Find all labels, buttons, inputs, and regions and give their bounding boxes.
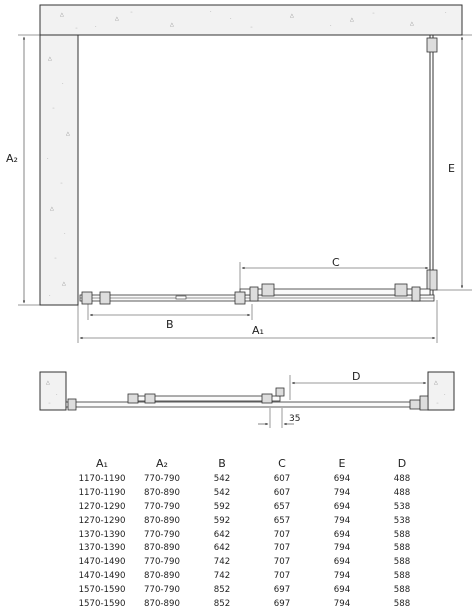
cell: 707 [273,543,291,554]
cell: 1370-1390 [78,529,126,540]
detail-left-wall [40,372,66,410]
cell: 1370-1390 [78,543,126,554]
table-row [72,472,432,486]
cell: 538 [393,515,411,526]
svg-text:△: △ [410,21,414,27]
cell: 694 [333,501,351,512]
cell: 694 [333,473,351,484]
svg-text:·: · [230,16,232,22]
svg-text:△: △ [66,131,70,137]
label-c: C [332,256,340,269]
label-e: E [448,162,455,175]
cell: 852 [213,598,231,609]
cell: 697 [273,585,291,596]
cell: 1570-1590 [78,598,126,609]
cell: 870-890 [144,543,180,554]
cell: 1470-1490 [78,571,126,582]
cell: 642 [213,543,231,554]
svg-text:◦: ◦ [60,181,63,187]
cell: 657 [273,515,291,526]
cell: 592 [213,515,231,526]
spec-table [72,454,432,611]
svg-text:△: △ [170,22,174,28]
cell: 870-890 [144,571,180,582]
cell: 538 [393,501,411,512]
svg-text:△: △ [434,380,438,386]
svg-text:◦: ◦ [372,11,375,17]
label-35: 35 [289,414,301,424]
cell: 1270-1290 [78,515,126,526]
cell: 870-890 [144,515,180,526]
header-b: B [218,456,226,470]
svg-text:·: · [62,81,64,87]
svg-text:◦: ◦ [250,25,253,31]
svg-text:△: △ [290,13,294,19]
cell: 770-790 [144,529,180,540]
spec-header-row [72,454,432,472]
cell: 794 [333,515,351,526]
cell: 694 [333,585,351,596]
svg-text:·: · [444,392,446,398]
cell: 694 [333,557,351,568]
cell: 588 [393,598,411,609]
table-row [72,569,432,583]
label-d: D [352,370,361,383]
svg-text:△: △ [62,281,66,287]
cell: 697 [273,598,291,609]
svg-text:△: △ [48,56,52,62]
cell: 588 [393,543,411,554]
cell: 870-890 [144,487,180,498]
table-row [72,514,432,528]
svg-text:◦: ◦ [130,10,133,16]
cell: 588 [393,571,411,582]
table-row [72,500,432,514]
header-e: E [338,456,346,470]
cell: 707 [273,529,291,540]
cell: 1270-1290 [78,501,126,512]
cell: 588 [393,529,411,540]
svg-text:·: · [64,231,66,237]
cell: 770-790 [144,473,180,484]
svg-text:·: · [445,10,447,16]
table-row [72,597,432,611]
svg-text:△: △ [115,16,119,22]
svg-text:·: · [49,293,51,299]
cell: 607 [273,473,291,484]
cell: 642 [213,529,231,540]
cell: 852 [213,585,231,596]
cell: 657 [273,501,291,512]
cell: 794 [333,487,351,498]
cell: 1470-1490 [78,557,126,568]
cell: 1170-1190 [78,487,126,498]
cell: 542 [213,473,231,484]
cell: 870-890 [144,598,180,609]
table-row [72,528,432,542]
svg-text:◦: ◦ [75,26,78,32]
cell: 794 [333,571,351,582]
plan-view [6,5,472,343]
table-row [72,583,432,597]
cell: 694 [333,529,351,540]
svg-text:·: · [56,392,58,398]
cell: 707 [273,557,291,568]
svg-text:·: · [330,23,332,29]
cell: 588 [393,557,411,568]
svg-text:△: △ [350,17,354,23]
cell: 770-790 [144,557,180,568]
table-row [72,486,432,500]
cell: 742 [213,571,231,582]
table-row [72,541,432,555]
svg-text:◦: ◦ [48,401,51,407]
svg-text:△: △ [50,206,54,212]
cell: 488 [393,487,411,498]
header-d: D [397,456,407,470]
svg-text:△: △ [60,12,64,18]
detail-right-wall [428,372,454,410]
cell: 794 [333,543,351,554]
cell: 1570-1590 [78,585,126,596]
header-c: C [278,456,286,470]
cell: 770-790 [144,585,180,596]
cell: 488 [393,473,411,484]
cell: 794 [333,598,351,609]
label-a1: A₁ [252,324,264,337]
cell: 1170-1190 [78,473,126,484]
label-b: B [166,318,174,331]
cell: 542 [213,487,231,498]
header-a2: A₂ [156,456,168,470]
svg-text:△: △ [46,380,50,386]
svg-text:·: · [210,9,212,15]
header-a1: A₁ [96,456,108,470]
top-wall [40,5,462,35]
svg-text:·: · [95,24,97,30]
cell: 607 [273,487,291,498]
svg-text:·: · [47,156,49,162]
cell: 592 [213,501,231,512]
left-wall [40,35,78,305]
svg-text:◦: ◦ [52,106,55,112]
label-a2: A₂ [6,152,18,165]
detail-door-rail [66,388,428,410]
door-rail [80,284,434,304]
cell: 588 [393,585,411,596]
svg-text:◦: ◦ [54,256,57,262]
side-panel [427,35,437,300]
table-row [72,555,432,569]
svg-text:◦: ◦ [436,401,439,407]
cell: 770-790 [144,501,180,512]
cell: 742 [213,557,231,568]
detail-view [40,370,454,428]
cell: 707 [273,571,291,582]
